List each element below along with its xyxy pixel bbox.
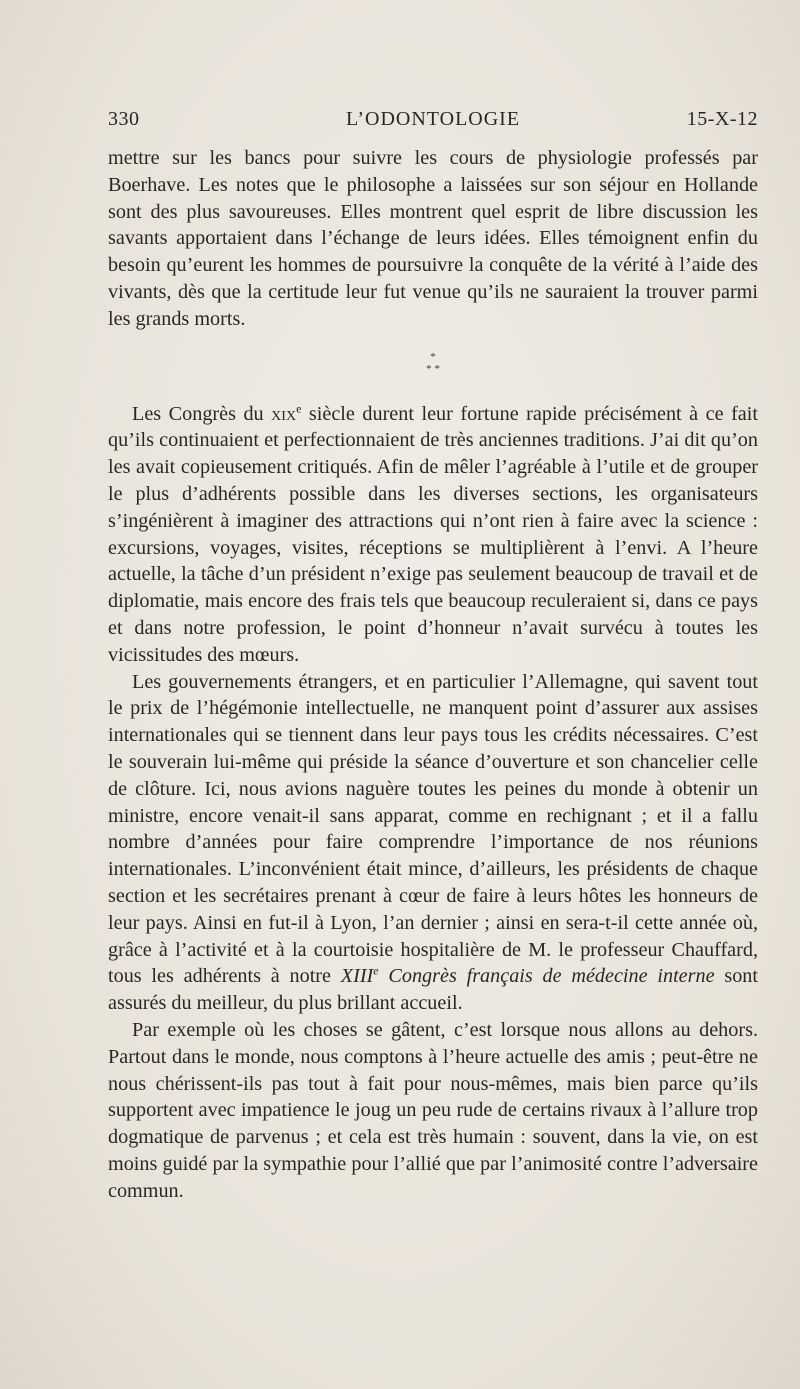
page-header bbox=[108, 108, 758, 138]
paragraph-3-end: sont assurés du meilleur, du plus brillant accueil. bbox=[108, 965, 758, 1015]
paragraph-2 bbox=[108, 401, 758, 669]
paragraph-1: mettre sur les bancs pour suivre les cours de physiologie professés par Boerhave. Les notes que le philosophe a laissées sur son séjour en Hollande sont des plus savoureuses. Elles montrent quel esprit de libre discussion les savants apportaient dans l’échange de leurs idées. Elles témoignent enfin du besoin qu’eurent les hommes de poursuivre la conquête de la vérité à l’aide des vivants, dès que la certitude leur fut venue qu’ils ne sauraient la trouver parmi les grands morts. bbox=[108, 147, 758, 330]
congress-numeral: XIII bbox=[340, 965, 374, 988]
congress-name: Congrès français de médecine interne bbox=[378, 965, 715, 988]
congress-title bbox=[341, 965, 715, 987]
running-title: L’ODONTOLOGIE bbox=[345, 108, 521, 130]
paragraph-2-start: Les Congrès du bbox=[132, 402, 272, 425]
asterism-bottom: * * bbox=[426, 362, 440, 375]
asterism-top: * bbox=[430, 350, 436, 363]
page-body bbox=[108, 145, 758, 1204]
century-superscript: e bbox=[296, 400, 302, 415]
paragraph-3 bbox=[108, 669, 758, 1017]
page-number: 330 bbox=[108, 108, 140, 130]
issue-date: 15-X-12 bbox=[686, 108, 758, 130]
paragraph-4: Par exemple où les choses se gâtent, c’est lorsque nous allons au dehors. Partout dans le monde, nous comptons à l’heure actuelle des amis ; peut-être ne nous chérissent-ils pas tout à fait pour nous-mêmes, mais bien parce qu’ils supportent avec impatience le joug un peu rude de certains rivaux à l’allure trop dogmatique de parvenus ; et cela est très humain : souvent, dans la vie, on est moins guidé par la sympathie pour l’allié que par l’animosité contre l’adversaire commun. bbox=[108, 1018, 758, 1202]
congress-superscript: e bbox=[373, 963, 379, 978]
paragraph-3-start: Les gouvernements étrangers, et en particulier l’Allemagne, qui savent tout le prix de l’hégémonie intellectuelle, ne manquent point d’assurer aux assises internationales qui se tiennent dans leur pays tous les crédits nécessaires. C’est le souverain lui-même qui préside la séance d’ouverture et son chancelier celle de clôture. Ici, nous avions naguère toutes les peines du monde à obtenir un ministre, encore venait-il sans apparat, comme en rechignant ; et il a fallu nombre d’années pour faire comprendre l’importance de nos réunions internationales. L’inconvénient était mince, d’ailleurs, les présidents de chaque section et les secrétaires prenant à cœur de faire à leurs hôtes les honneurs de leur pays. Ainsi en fut-il à Lyon, l’an dernier ; ainsi en sera-t-il cette année où, grâce à l’activité et à la courtoisie hospitalière de M. le professeur Chauffard, tous les adhérents à notre bbox=[108, 670, 758, 988]
paragraph-2-rest: siècle durent leur fortune rapide précisément à ce fait qu’ils continuaient et perfectionnaient de très anciennes traditions. J’ai dit qu’on les avait copieusement critiqués. Afin de mêler l’agréable à l’utile et de grouper le plus d’adhérents possible dans les diverses sections, les organisateurs s’ingénièrent à imaginer des attractions qui n’ont rien à faire avec la science : excursions, voyages, visites, réceptions se multiplièrent à l’envi. A l’heure actuelle, la tâche d’un président n’exige pas seulement beaucoup de travail et de diplomatie, mais encore des frais tels que beaucoup reculeraient si, dans ce pays et dans notre profession, le point d’honneur n’avait survécu à toutes les vicissitudes des mœurs. bbox=[108, 402, 758, 666]
century-numeral: xix bbox=[271, 402, 297, 425]
asterism-separator bbox=[108, 351, 758, 375]
